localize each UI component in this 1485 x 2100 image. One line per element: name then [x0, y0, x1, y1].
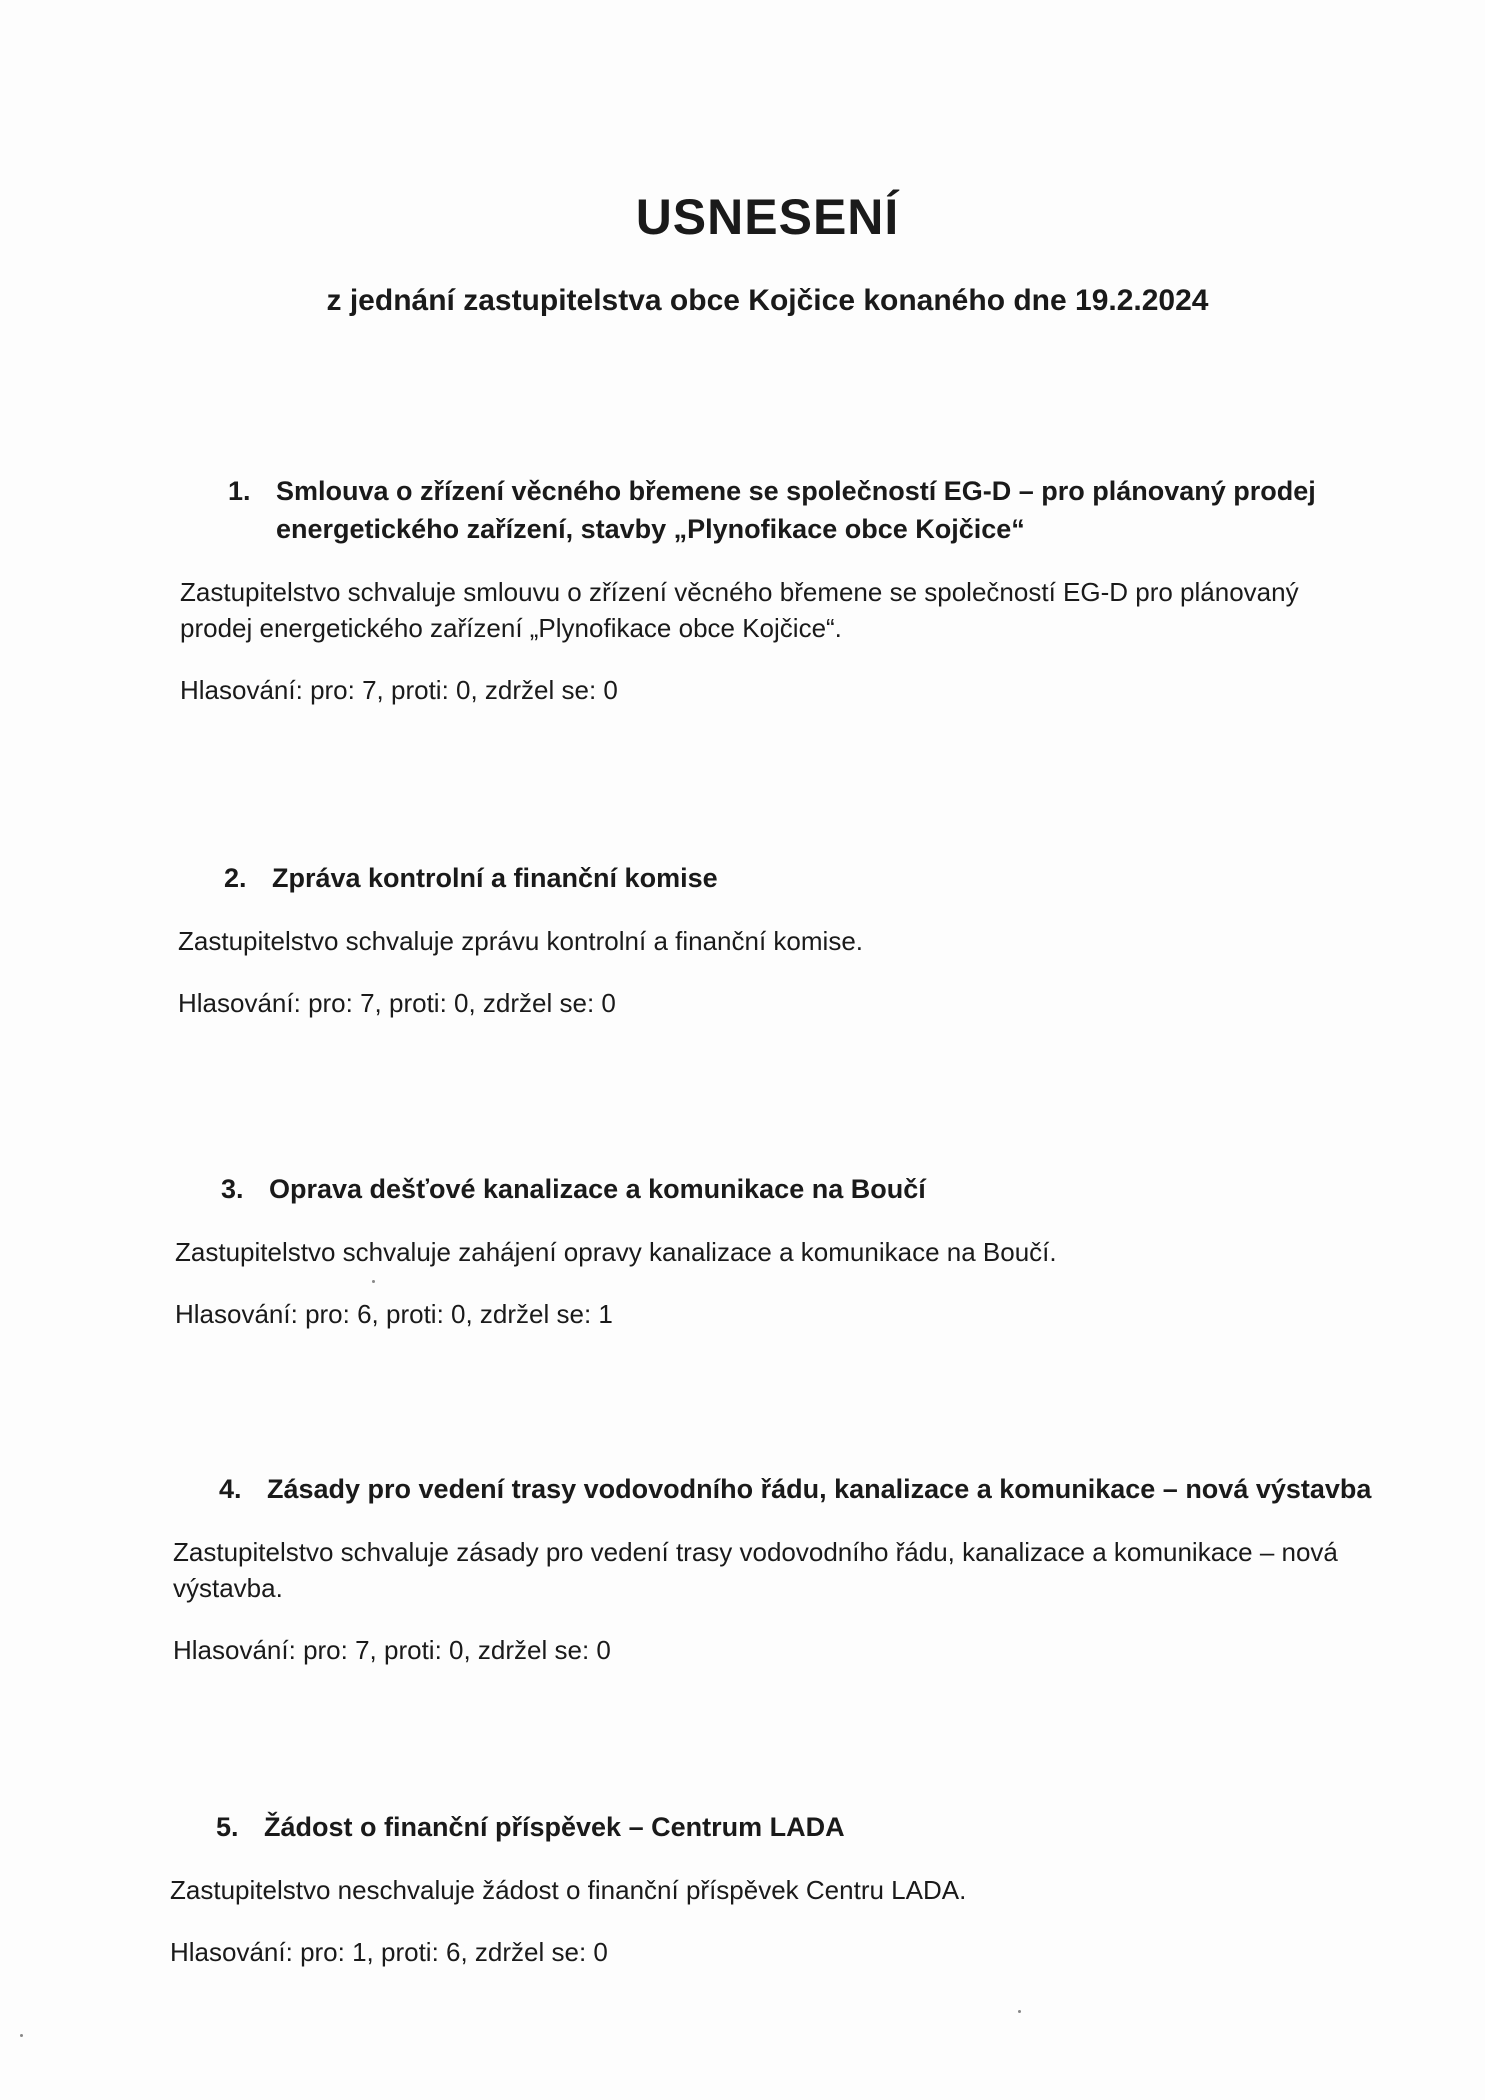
resolution-5 — [170, 1808, 1350, 1970]
resolution-text: Zastupitelstvo schvaluje smlouvu o zřízení věcného břemene se společností EG-D pro plánovaný prodej energetického zařízení „Plynofikace obce Kojčice“. — [180, 577, 1299, 643]
resolution-4 — [173, 1470, 1373, 1668]
scan-speck — [20, 2034, 23, 2037]
resolution-3 — [175, 1170, 1355, 1332]
resolution-vote: Hlasování: pro: 6, proti: 0, zdržel se: 1 — [175, 1299, 613, 1329]
resolution-number: 2. — [224, 863, 247, 893]
resolution-title: Oprava dešťové kanalizace a komunikace na Boučí — [269, 1174, 926, 1204]
resolution-number: 1. — [228, 476, 251, 506]
resolution-text: Zastupitelstvo schvaluje zásady pro vedení trasy vodovodního řádu, kanalizace a komunikace – nová výstavba. — [173, 1537, 1338, 1603]
scan-speck — [372, 1280, 375, 1283]
resolution-1 — [180, 472, 1360, 708]
resolution-title: Žádost o finanční příspěvek – Centrum LADA — [264, 1812, 845, 1842]
resolution-number: 3. — [221, 1174, 244, 1204]
resolution-text: Zastupitelstvo neschvaluje žádost o finanční příspěvek Centru LADA. — [170, 1875, 967, 1905]
resolution-number: 5. — [216, 1812, 239, 1842]
resolution-title: Zásady pro vedení trasy vodovodního řádu, kanalizace a komunikace – nová výstavba — [267, 1474, 1372, 1504]
resolution-vote: Hlasování: pro: 1, proti: 6, zdržel se: 0 — [170, 1937, 608, 1967]
resolution-vote: Hlasování: pro: 7, proti: 0, zdržel se: 0 — [180, 675, 618, 705]
resolution-title: Smlouva o zřízení věcného břemene se společností EG-D – pro plánovaný prodej energetického zařízení, stavby „Plynofikace obce Kojčice“ — [276, 476, 1316, 544]
resolution-text: Zastupitelstvo schvaluje zahájení opravy kanalizace a komunikace na Boučí. — [175, 1237, 1057, 1267]
resolution-vote: Hlasování: pro: 7, proti: 0, zdržel se: 0 — [178, 988, 616, 1018]
page-title: USNESENÍ — [635, 189, 900, 245]
resolution-heading — [221, 1170, 1355, 1208]
page-subtitle: z jednání zastupitelstva obce Kojčice konaného dne 19.2.2024 — [326, 284, 1209, 317]
resolution-number: 4. — [219, 1474, 242, 1504]
resolution-text: Zastupitelstvo schvaluje zprávu kontrolní a finanční komise. — [178, 926, 864, 956]
resolution-heading — [216, 1808, 1350, 1846]
resolution-title: Zpráva kontrolní a finanční komise — [272, 863, 718, 893]
scan-speck — [1018, 2010, 1021, 2013]
resolution-heading — [224, 859, 1358, 897]
resolution-heading — [219, 1470, 1373, 1508]
resolution-vote: Hlasování: pro: 7, proti: 0, zdržel se: 0 — [173, 1635, 611, 1665]
resolution-2 — [178, 859, 1358, 1021]
resolution-heading — [228, 472, 1360, 548]
